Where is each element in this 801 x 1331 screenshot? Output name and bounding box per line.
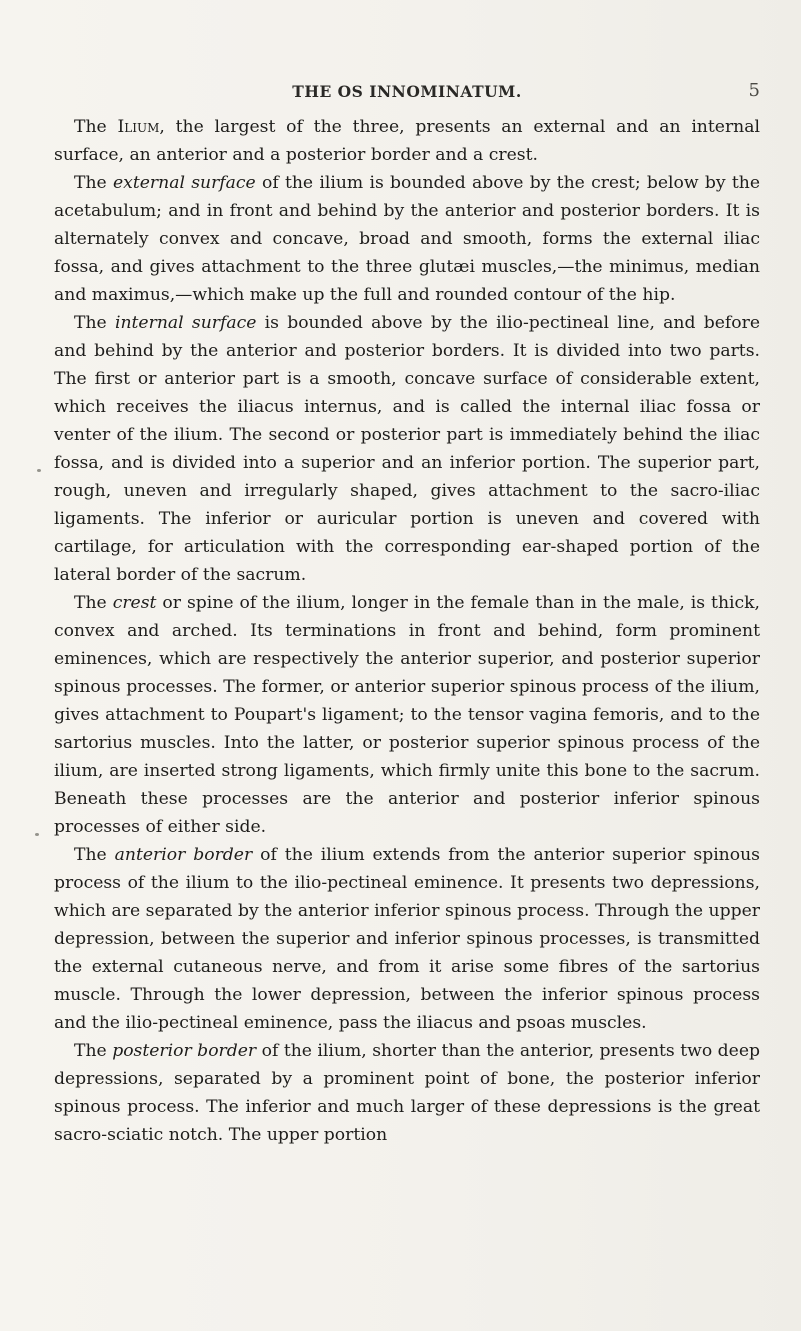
term-ilium: Ilium	[117, 117, 160, 137]
body-text	[54, 113, 760, 1149]
term-posterior-border: posterior border	[112, 1041, 257, 1061]
term-anterior-border: anterior border	[114, 845, 253, 865]
paragraph-anterior-border	[54, 841, 760, 1037]
page-title: THE OS INNOMINATUM.	[292, 82, 522, 101]
term-internal-surface: internal surface	[114, 313, 257, 333]
paragraph-lead: The	[74, 173, 113, 193]
paragraph-lead: The	[74, 845, 115, 865]
page-number: 5	[748, 80, 760, 101]
term-crest: crest	[112, 593, 157, 613]
paragraph-lead: The	[74, 593, 113, 613]
paragraph-internal-surface	[54, 309, 760, 589]
paragraph-text: of the ilium is bounded above by the crest; below by the acetabulum; and in front and behind by the anterior and posterior borders. It is alternately convex and concave, broad and smooth, forms the external iliac fossa, and gives attachment to the three glutæi muscles,—the minimus, median and maximus,—which make up the full and rounded contour of the hip.	[54, 173, 760, 305]
term-external-surface: external surface	[112, 173, 256, 193]
ink-speck	[37, 469, 41, 472]
paragraph-lead: The	[74, 117, 118, 137]
paragraph-lead: The	[74, 1041, 113, 1061]
paragraph-posterior-border	[54, 1037, 760, 1149]
paragraph-text: or spine of the ilium, longer in the female than in the male, is thick, convex and arched. Its terminations in front and behind, form prominent eminences, which are respectively the anterior superior, and posterior superior spinous processes. The former, or anterior superior spinous process of the ilium, gives attachment to Poupart's ligament; to the tensor vagina femoris, and to the sartorius muscles. Into the latter, or posterior superior spinous process of the ilium, are inserted strong ligaments, which firmly unite this bone to the sacrum. Beneath these processes are the anterior and posterior inferior spinous processes of either side.	[54, 593, 761, 837]
paragraph-crest	[54, 589, 760, 841]
paragraph-text: of the ilium extends from the anterior superior spinous process of the ilium to the ilio-pectineal eminence. It presents two depressions, which are separated by the anterior inferior spinous process. Through the upper depression, between the superior and inferior spinous processes, is transmitted the external cutaneous nerve, and from it arise some fibres of the sartorius muscle. Through the lower depression, between the inferior spinous process and the ilio-pectineal eminence, pass the iliacus and psoas muscles.	[54, 845, 760, 1033]
paragraph-ilium	[54, 113, 760, 169]
running-head	[54, 82, 760, 106]
paragraph-lead: The	[74, 313, 115, 333]
paragraph-text: of the ilium, shorter than the anterior, presents two deep depressions, separated by a prominent point of bone, the posterior inferior spinous process. The inferior and much larger of these depressions is the great sacro-sciatic notch. The upper portion	[54, 1041, 761, 1145]
paragraph-text: , the largest of the three, presents an external and an internal surface, an anterior and a posterior border and a crest.	[54, 117, 760, 165]
ink-speck	[35, 833, 39, 836]
paragraph-external-surface	[54, 169, 760, 309]
paragraph-text: is bounded above by the ilio-pectineal line, and before and behind by the anterior and posterior borders. It is divided into two parts. The first or anterior part is a smooth, concave surface of considerable extent, which receives the iliacus internus, and is called the internal iliac fossa or venter of the ilium. The second or posterior part is immediately behind the iliac fossa, and is divided into a superior and an inferior portion. The superior part, rough, uneven and irregularly shaped, gives attachment to the sacro-iliac ligaments. The inferior or auricular portion is uneven and covered with cartilage, for articulation with the corresponding ear-shaped portion of the lateral border of the sacrum.	[54, 313, 760, 585]
